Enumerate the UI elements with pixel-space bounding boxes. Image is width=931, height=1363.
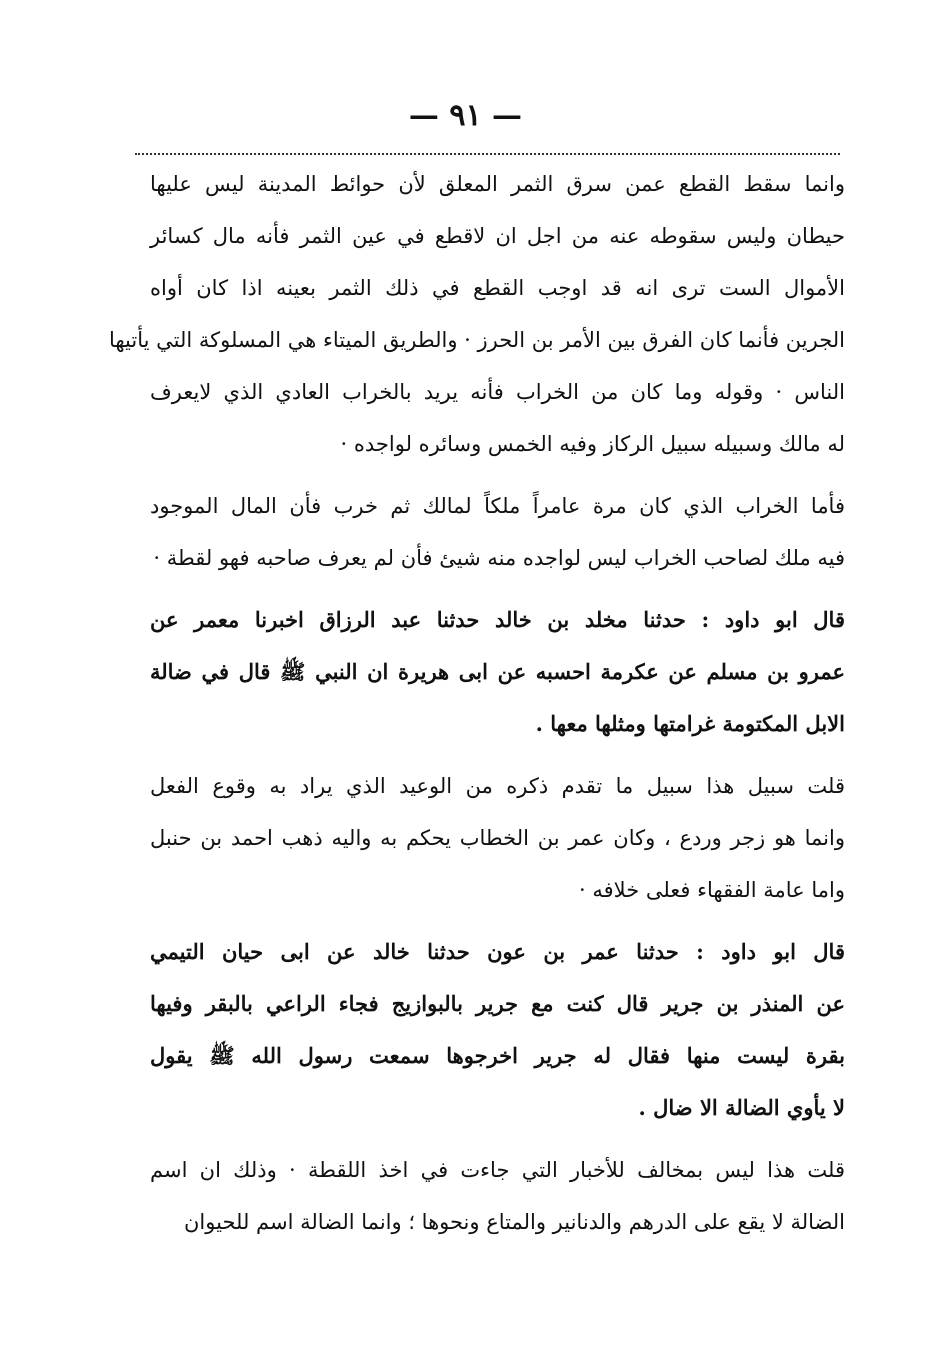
paragraph <box>150 594 845 750</box>
text-line: الجرين فأنما كان الفرق بين الأمر بن الحرز · والطريق الميتاء هي المسلوكة التي يأتيها <box>108 328 845 352</box>
text-line: وانما سقط القطع عمن سرق الثمر المعلق لأن حوائط المدينة ليس عليها <box>150 172 845 196</box>
text-line: عن المنذر بن جرير قال كنت مع جرير بالبوازيج فجاء الراعي بالبقر وفيها <box>150 991 845 1016</box>
text-line: فأما الخراب الذي كان مرة عامراً ملكاً لمالك ثم خرب فأن المال الموجود <box>150 494 845 518</box>
text-line: وانما هو زجر وردع ، وكان عمر بن الخطاب يحكم به واليه ذهب احمد بن حنبل <box>150 826 845 850</box>
page-number: — ٩١ — <box>408 98 523 133</box>
paragraph <box>150 480 845 584</box>
body-text <box>108 158 845 1248</box>
paragraph <box>150 926 845 1134</box>
text-line: عمرو بن مسلم عن عكرمة احسبه عن ابى هريرة ان النبي ﷺ قال في ضالة <box>150 659 845 684</box>
paragraph <box>150 760 845 916</box>
text-line: قلت سبيل هذا سبيل ما تقدم ذكره من الوعيد الذي يراد به وقوع الفعل <box>150 774 845 798</box>
text-line: لا يأوي الضالة الا ضال . <box>638 1095 845 1120</box>
text-line: قلت هذا ليس بمخالف للأخبار التي جاءت في اخذ اللقطة · وذلك ان اسم <box>150 1158 845 1182</box>
text-line: له مالك وسبيله سبيل الركاز وفيه الخمس وسائره لواجده · <box>340 432 845 456</box>
text-line: فيه ملك لصاحب الخراب ليس لواجده منه شيئ فأن لم يعرف صاحبه فهو لقطة · <box>153 546 845 570</box>
text-line: الابل المكتومة غرامتها ومثلها معها . <box>535 711 845 736</box>
text-line: الأموال الست ترى انه قد اوجب القطع في ذلك الثمر بعينه اذا كان أواه <box>150 276 845 300</box>
paragraph <box>108 158 845 470</box>
text-line: الناس · وقوله وما كان من الخراب فأنه يريد بالخراب العادي الذي لايعرف <box>150 380 845 404</box>
text-line: قال ابو داود : حدثنا عمر بن عون حدثنا خالد عن ابى حيان التيمي <box>150 939 845 964</box>
paragraph <box>150 1144 845 1248</box>
text-line: حيطان وليس سقوطه عنه من اجل ان لاقطع في عين الثمر فأنه مال كسائر <box>150 224 845 248</box>
text-line: قال ابو داود : حدثنا مخلد بن خالد حدثنا عبد الرزاق اخبرنا معمر عن <box>150 607 845 632</box>
text-line: واما عامة الفقهاء فعلى خلافه · <box>579 878 845 902</box>
header-rule <box>135 153 840 155</box>
text-line: بقرة ليست منها فقال له جرير اخرجوها سمعت رسول الله ﷺ يقول <box>150 1043 845 1068</box>
text-line: الضالة لا يقع على الدرهم والدنانير والمتاع ونحوها ؛ وانما الضالة اسم للحيوان <box>184 1210 845 1234</box>
